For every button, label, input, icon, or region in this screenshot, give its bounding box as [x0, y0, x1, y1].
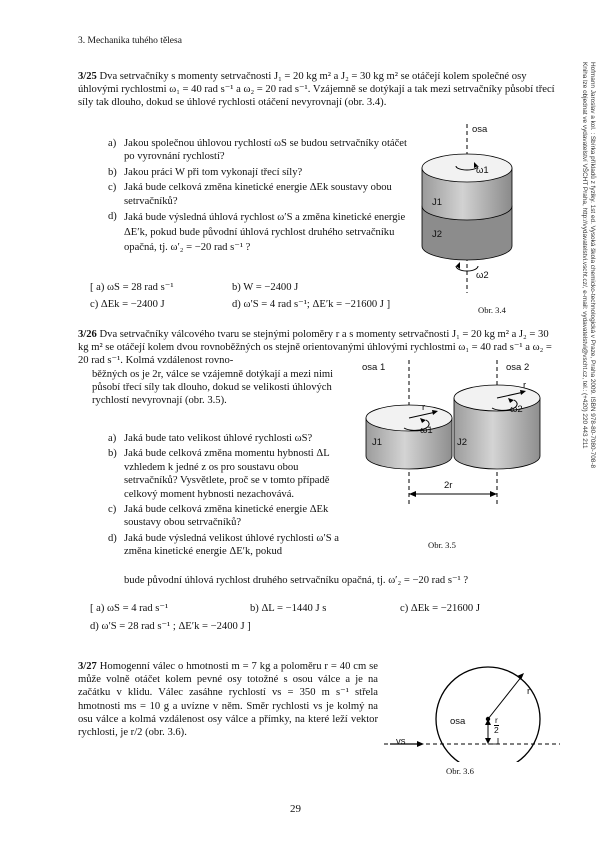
- fig35-r1-label: r: [422, 402, 426, 413]
- page-number: 29: [290, 803, 301, 815]
- fig34-omega1-label: ω1: [476, 165, 489, 176]
- question-c: c) Jaká bude celková změna kinetické energie ΔEk soustavy obou setrvačníků?: [108, 504, 329, 529]
- answer-c: c) ΔEk = −21600 J: [400, 603, 480, 614]
- question-d-continuation: bude původní úhlová rychlost druhého setrvačníku opačná, tj. ω′₂ = −20 rad s⁻¹ ?: [124, 575, 469, 586]
- answer-c: c) ΔEk = −2400 J: [90, 299, 165, 310]
- figure-3-5-caption: Obr. 3.5: [428, 540, 456, 550]
- answer-b: b) ΔL = −1440 J s: [250, 603, 327, 614]
- question-d: d) Jaká bude výsledná úhlová rychlost ω′S a změna kinetické energie ΔE′k, pokud bude původní úhlová rychlost druhého setrvačníku opačná, tj. ω′₂ = −20 rad s⁻¹ ?: [108, 211, 406, 254]
- fig35-distance-label: 2r: [444, 480, 453, 491]
- answer-b: b) W = −2400 J: [232, 282, 299, 293]
- fig35-osa2-label: osa 2: [506, 362, 530, 373]
- problem-number: 3/26: [78, 329, 97, 340]
- fig36-half-radius-label: r 2: [494, 715, 499, 735]
- problem-3-26-questions: [108, 432, 352, 561]
- figure-3-4-caption: Obr. 3.4: [478, 305, 506, 315]
- problem-3-27-statement: [78, 660, 378, 739]
- fig34-j1-label: J1: [432, 197, 443, 208]
- question-a: a) Jakou společnou úhlovou rychlostí ωS se budou setrvačníky otáčet po vyrovnání rychlostí?: [108, 138, 407, 163]
- fig35-omega1-label: ω1: [420, 425, 433, 436]
- figure-3-6: [384, 652, 560, 762]
- figure-3-4: [412, 118, 562, 318]
- problem-3-25-statement: [78, 70, 556, 110]
- fig35-osa1-label: osa 1: [362, 362, 386, 373]
- problem-number: 3/25: [78, 71, 97, 82]
- fig35-r2-label: r: [523, 380, 527, 391]
- problem-3-25-questions: [108, 137, 414, 257]
- figure-3-6-caption: Obr. 3.6: [446, 766, 474, 776]
- answer-a: [ a) ωS = 4 rad s⁻¹: [90, 603, 169, 614]
- problem-text: Homogenní válec o hmotnosti m = 7 kg a poloměru r = 40 cm se může volně otáčet kolem pevné osy totožné s osou válce a je na začátku v klidu. Válec zasáhne rychlostí vs = 350 m s⁻¹ střela hmotnosti ms = 10 g a uvízne v něm. Směr rychlosti vs je kolmý na osu válce a kolmá vzdálenost osy válce a přímky, na které leží vektor rychlosti, je r/2 (obr. 3.6).: [78, 661, 378, 739]
- sidebar-line-1: Hofmann Jaroslav a kol. : Sbírka příkladů z fyziky. 1st ed. Vysoká škola chemicko-technologická v Praze, Praha 2009. ISBN 978-80-7080-708-8: [589, 62, 596, 469]
- problem-3-26-side-text: běžných os je 2r, válce se vzájemně dotýkají a mezi nimi působí třecí síly tak dlouho, dokud se velikosti úhlových rychlostí nevyrovnají (obr. 3.5).: [92, 369, 334, 407]
- fig35-j1-label: J1: [372, 437, 383, 448]
- fig36-osa-label: osa: [450, 716, 466, 727]
- answer-d: d) ω′S = 28 rad s⁻¹ ; ΔE′k = −2400 J ]: [90, 621, 251, 632]
- running-header: 3. Mechanika tuhého tělesa: [78, 36, 182, 46]
- fig34-omega2-label: ω2: [476, 270, 489, 281]
- fig35-j2-label: J2: [457, 437, 468, 448]
- answer-a: [ a) ωS = 28 rad s⁻¹: [90, 282, 174, 293]
- problem-text: Dva setrvačníky s momenty setrvačnosti J₁ = 20 kg m² a J₂ = 30 kg m² se otáčejí kolem společné osy úhlovými rychlostmi ω₁ = 40 rad s⁻¹ a ω₂ = 20 rad s⁻¹. Vzájemně se dotýkají a tak mezi setrvačníky působí třecí síly tak dlouho, dokud se úhlové rychlosti otáčení nevyrovnají (obr. 3.4).: [78, 71, 555, 109]
- fig34-j2-label: J2: [432, 229, 443, 240]
- question-b: b) Jaká bude celková změna momentu hybnosti ΔL vzhledem k jedné z os pro soustavu obou setrvačníků? Vysvětlete, proč se v tomto případě celkový moment hybnosti nezachovává.: [108, 448, 330, 500]
- question-c: c) Jaká bude celková změna kinetické energie ΔEk soustavy obou setrvačníků?: [108, 182, 392, 207]
- fig35-omega2-label: ω2: [510, 404, 523, 415]
- publisher-sidebar: [566, 62, 596, 562]
- sidebar-line-2: Kniha lze objednat ve vydavatelství VŠCHT Praha, http://vydavatelstvi.vscht.cz/, e-mail: vydavatelstvi@vscht.cz, tel.: (+420) 220 443 211: [581, 62, 588, 449]
- question-b: b) Jakou práci W při tom vykonají třecí síly?: [108, 166, 303, 178]
- question-a: a) Jaká bude tato velikost úhlové rychlosti ωS?: [108, 433, 313, 444]
- problem-number: 3/27: [78, 661, 97, 672]
- fig34-osa-label: osa: [472, 124, 488, 135]
- fig36-r-label: r: [527, 686, 531, 697]
- question-d: d) Jaká bude výsledná velikost úhlové rychlosti ω′S a změna kinetické energie ΔE′k, pokud: [108, 532, 339, 558]
- answer-d: d) ω′S = 4 rad s⁻¹; ΔE′k = −21600 J ]: [232, 299, 391, 310]
- fig36-vs-label: vs: [396, 736, 406, 747]
- problem-text: Dva setrvačníky válcového tvaru se stejnými poloměry r a s momenty setrvačnosti J₁ = 20 kg m² a J₂ = 30 kg m² se otáčejí kolem dvou rovnoběžných os stejně orientovanými úhlovými rychlostmi ω₁ = 40 rad s⁻¹ a ω₂ = 20 rad s⁻¹. Kolmá vzdálenost rovno-: [78, 329, 552, 367]
